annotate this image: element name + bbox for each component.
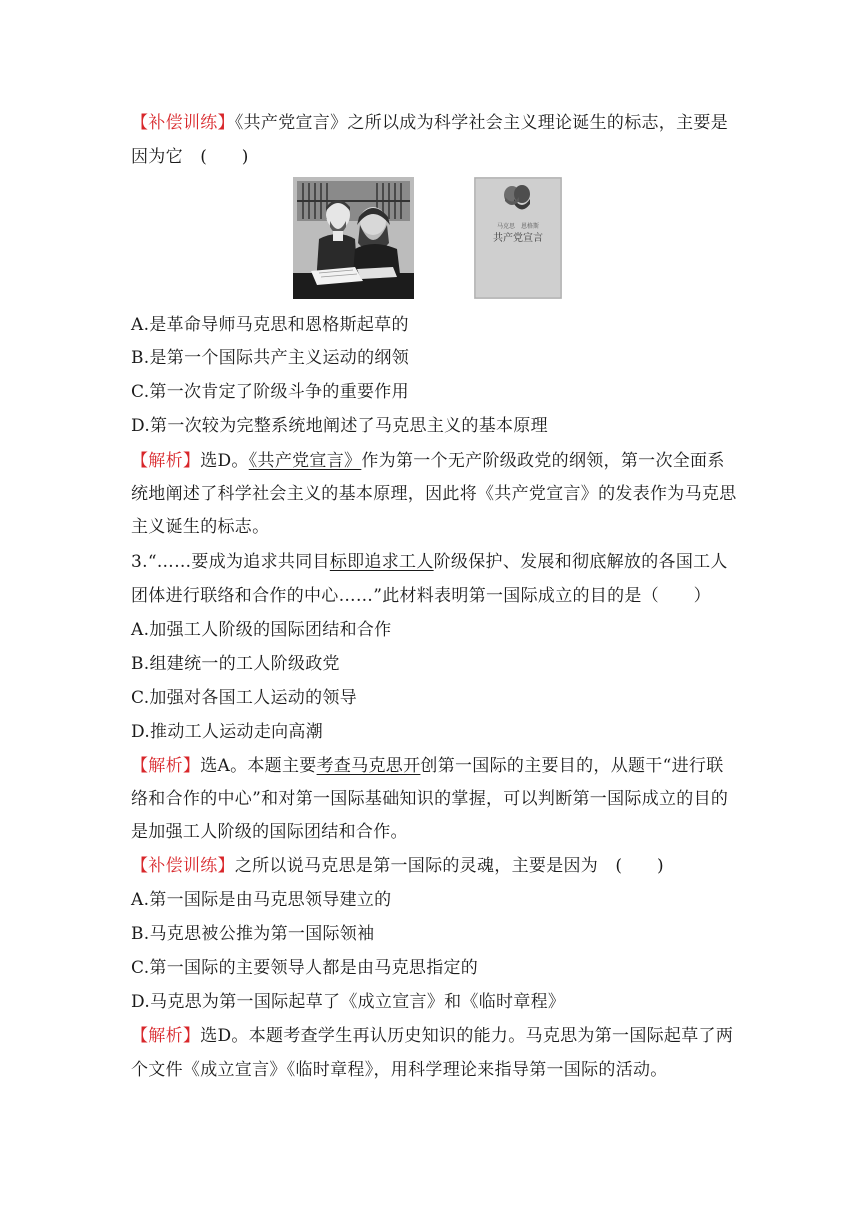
book-title-text: 共产党宣言 (493, 233, 543, 244)
comp1-option-c: C.第一次肯定了阶级斗争的重要作用 (131, 382, 409, 402)
q3-analysis-line3: 是加强工人阶级的国际团结和合作。 (131, 822, 408, 842)
marx-engels-engraving-image (293, 177, 414, 299)
comp2-tag: 【补偿训练】 (131, 856, 235, 876)
comp2-stem (131, 854, 731, 878)
q3-option-a: A.加强工人阶级的国际团结和合作 (131, 620, 392, 640)
comp1-analysis-text-b: 作为第一个无产阶级政党的纲领，第一次全面系 (361, 451, 725, 471)
comp1-stem-line1 (131, 111, 731, 135)
comp2-analysis-text: 选D。本题考查学生再认历史知识的能力。马克思为第一国际起草了两 (200, 1026, 734, 1046)
comp2-option-a: A.第一国际是由马克思领导建立的 (131, 890, 392, 910)
comp1-analysis-line3: 主义诞生的标志。 (131, 517, 270, 537)
q3-option-d: D.推动工人运动走向高潮 (131, 722, 324, 742)
q3-analysis-text-b: 创第一国际的主要目的，从题干“进行联 (420, 756, 724, 776)
comp2-option-b: B.马克思被公推为第一国际领袖 (131, 924, 375, 944)
comp1-analysis-text-a: 选D。 (200, 451, 249, 471)
q3-stem-line2: 团体进行联络和合作的中心……”此材料表明第一国际成立的目的是（ ） (131, 586, 711, 606)
comp2-analysis-line2: 个文件《成立宣言》《临时章程》，用科学理论来指导第一国际的活动。 (131, 1060, 668, 1080)
q3-option-c: C.加强对各国工人运动的领导 (131, 688, 358, 708)
comp1-stem-text: 《共产党宣言》之所以成为科学社会主义理论诞生的标志，主要是 (234, 113, 729, 133)
comp2-option-d: D.马克思为第一国际起草了《成立宣言》和《临时章程》 (131, 992, 566, 1012)
q3-analysis-underlined: 考查马克思开 (316, 756, 421, 776)
comp1-analysis-underlined: 《共产党宣言》 (248, 451, 362, 471)
q3-analysis-text-a: 选A。本题主要 (200, 756, 317, 776)
q3-stem-line1 (131, 550, 731, 574)
comp1-analysis-line2: 统地阐述了科学社会主义的基本原理，因此将《共产党宣言》的发表作为马克思 (131, 484, 737, 504)
comp2-analysis-line1 (131, 1024, 734, 1048)
q3-stem-text-a: 3.“……要成为追求共同目 (131, 552, 330, 572)
comp1-option-d: D.第一次较为完整系统地阐述了马克思主义的基本原理 (131, 416, 548, 436)
q3-stem-underlined: 标即追求工人 (329, 552, 434, 572)
q3-analysis-line2: 络和合作的中心”和对第一国际基础知识的掌握，可以判断第一国际成立的目的 (131, 789, 729, 809)
comp2-analysis-tag: 【解析】 (131, 1026, 201, 1046)
comp1-analysis-tag: 【解析】 (131, 451, 201, 471)
q3-analysis-tag: 【解析】 (131, 756, 201, 776)
comp1-option-b: B.是第一个国际共产主义运动的纲领 (131, 348, 409, 368)
q3-analysis-line1 (131, 754, 731, 778)
comp1-option-a: A.是革命导师马克思和恩格斯起草的 (131, 315, 409, 335)
comp1-stem-line2: 因为它 ( ) (131, 147, 249, 167)
book-author-text: 马克思 恩格斯 (496, 223, 540, 230)
comp1-analysis-line1 (131, 449, 731, 473)
comp2-stem-text: 之所以说马克思是第一国际的灵魂，主要是因为 ( ) (234, 856, 664, 876)
comp2-option-c: C.第一国际的主要领导人都是由马克思指定的 (131, 958, 479, 978)
q3-option-b: B.组建统一的工人阶级政党 (131, 654, 340, 674)
comp1-tag: 【补偿训练】 (131, 113, 235, 133)
manifesto-book-cover-image (474, 177, 562, 299)
q3-stem-text-b: 阶级保护、发展和彻底解放的各国工人 (433, 552, 728, 572)
